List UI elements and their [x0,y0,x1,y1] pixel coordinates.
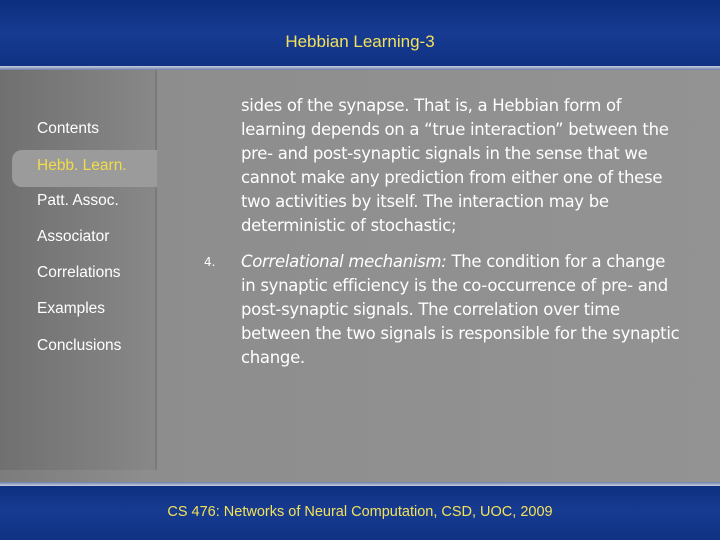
footer-divider [0,482,720,486]
list-item-text: The condition for a change in synaptic efficiency is the co-occurrence of pre- and post-synaptic signals. The correlation over time between the two signals is responsible for the synaptic change. [241,252,680,367]
list-item-4 [241,250,681,370]
sidebar-item-correlations[interactable]: Correlations [37,264,121,281]
footer-text: CS 476: Networks of Neural Computation, CSD, UOC, 2009 [167,504,553,520]
list-number: 4. [204,255,216,269]
sidebar-item-patt-assoc[interactable]: Patt. Assoc. [37,192,119,209]
sidebar-divider [155,70,157,470]
sidebar-item-hebb-learn[interactable]: Hebb. Learn. [37,157,127,174]
sidebar-item-examples[interactable]: Examples [37,300,106,317]
sidebar-item-contents[interactable]: Contents [37,120,100,137]
slide-title: Hebbian Learning-3 [285,32,435,51]
sidebar-item-associator[interactable]: Associator [37,228,110,245]
sidebar-item-conclusions[interactable]: Conclusions [37,337,122,354]
list-item-term: Correlational mechanism: [241,252,447,271]
continued-paragraph: sides of the synapse. That is, a Hebbian form of learning depends on a “true interaction” between the pre- and post-synaptic signals in the sense that we cannot make any prediction from either one of these two activities by itself. The interaction may be deterministic of stochastic; [241,96,669,235]
